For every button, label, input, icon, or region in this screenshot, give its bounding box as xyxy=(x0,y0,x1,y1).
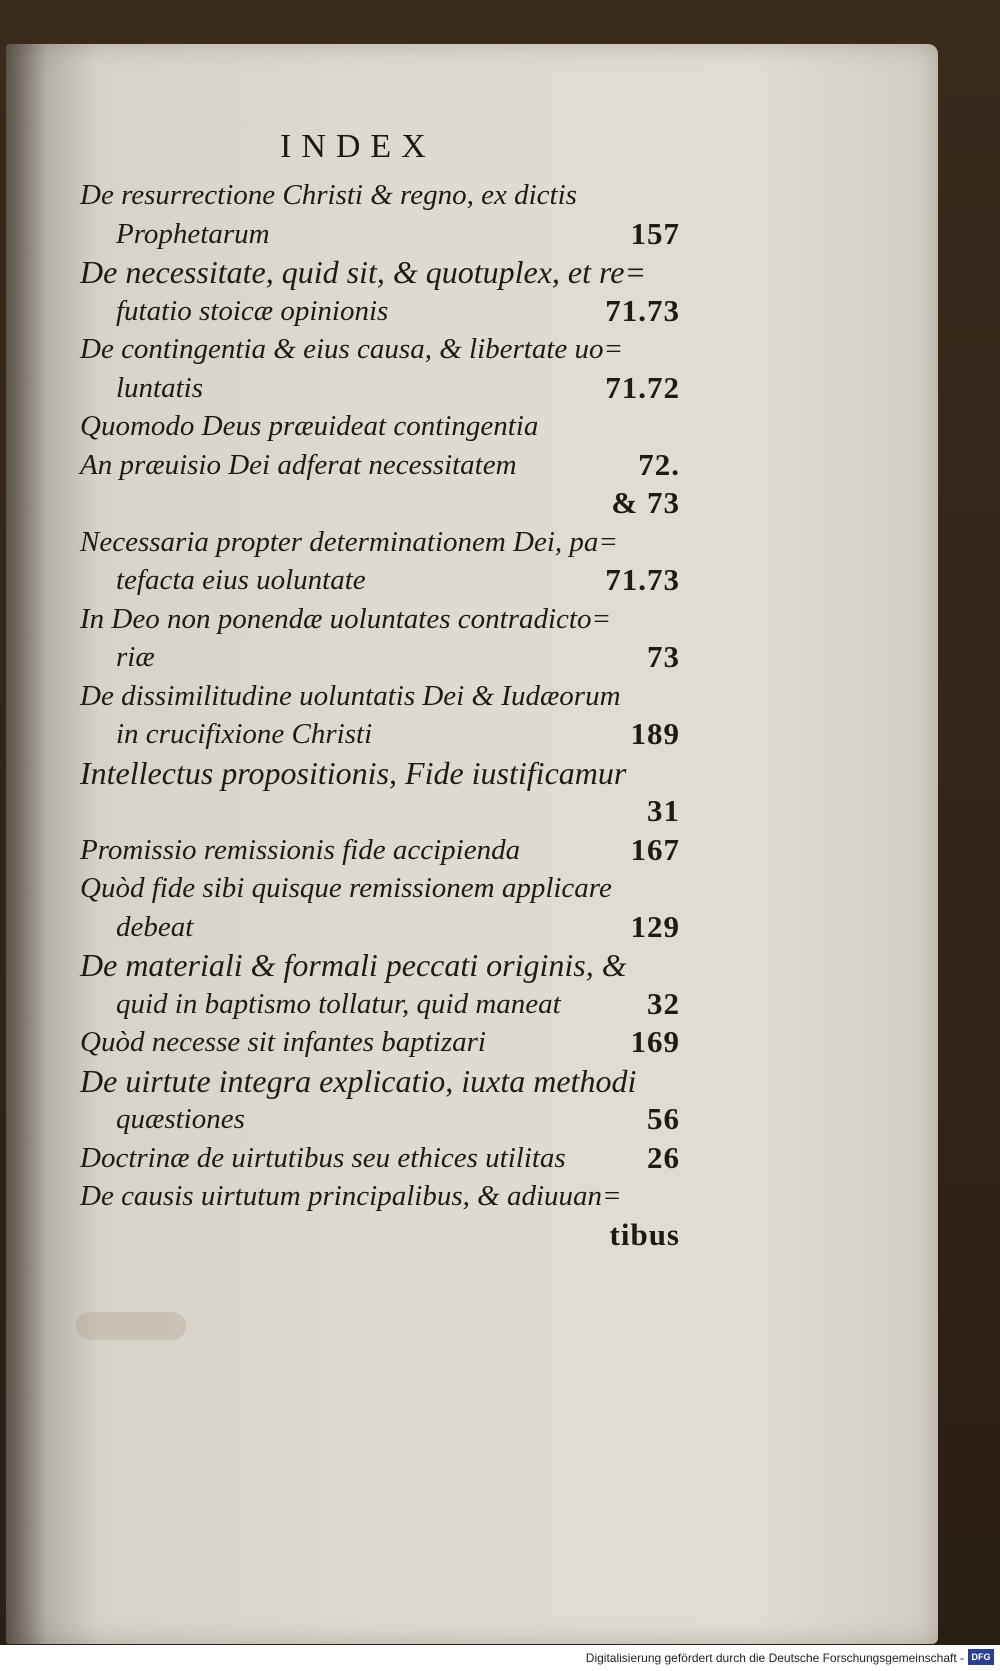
page-gutter-shadow xyxy=(6,44,46,1644)
entry-text: futatio stoicæ opinionis xyxy=(116,294,389,327)
entry-page-number: 169 xyxy=(630,1024,680,1059)
entry-page-number: 26 xyxy=(647,1139,680,1175)
index-line xyxy=(80,792,680,831)
entry-text: De necessitate, quid sit, & quotuplex, et re= xyxy=(80,254,647,290)
entry-page-number: tibus xyxy=(609,1216,680,1252)
entry-page-number: 157 xyxy=(630,215,680,251)
entry-text: quid in baptismo tollatur, quid maneat xyxy=(116,987,561,1020)
page-header: INDEX xyxy=(280,128,436,165)
entry-text: Quòd fide sibi quisque remissionem applicare xyxy=(80,872,612,904)
entry-page-number: 31 xyxy=(647,793,680,828)
entry-text: De resurrectione Christi & regno, ex dictis xyxy=(80,179,577,211)
entry-page-number: 189 xyxy=(630,716,680,751)
index-line xyxy=(80,523,680,562)
entry-page-number: 167 xyxy=(630,831,680,867)
index-line xyxy=(80,561,680,600)
index-line xyxy=(80,1216,680,1255)
index-line xyxy=(80,1023,680,1062)
index-line xyxy=(80,985,680,1024)
entry-text: De uirtute integra explicatio, iuxta methodi xyxy=(80,1062,637,1099)
index-line xyxy=(80,1062,680,1101)
index-line xyxy=(80,1100,680,1139)
footer-bar xyxy=(0,1645,1000,1671)
entry-text: In Deo non ponendæ uoluntates contradicto= xyxy=(80,602,612,635)
index-line xyxy=(80,677,680,716)
index-line xyxy=(80,1139,680,1178)
index-line xyxy=(80,484,680,523)
entry-text: quæstiones xyxy=(116,1103,245,1135)
entry-page-number: 71.73 xyxy=(605,562,680,597)
index-line xyxy=(80,869,680,908)
index-line xyxy=(80,176,680,215)
entry-text: De causis uirtutum principalibus, & adiuuan= xyxy=(80,1180,622,1212)
entry-page-number: 71.73 xyxy=(605,292,680,328)
index-line xyxy=(80,407,680,446)
footer-credit: Digitalisierung gefördert durch die Deutsche Forschungsgemeinschaft - xyxy=(585,1651,964,1665)
entry-text: Quòd necesse sit infantes baptizari xyxy=(80,1026,486,1058)
ink-smudge xyxy=(76,1312,186,1340)
index-line xyxy=(80,638,680,677)
entry-text: debeat xyxy=(116,910,194,943)
index-line xyxy=(80,330,680,369)
entry-text: riæ xyxy=(116,641,155,673)
entry-page-number: 129 xyxy=(630,908,680,944)
entry-text: in crucifixione Christi xyxy=(116,718,373,750)
entry-text: Necessaria propter determinationem Dei, pa= xyxy=(80,525,619,558)
entry-text: Intellectus propositionis, Fide iustificamur xyxy=(80,754,627,791)
entry-text: Prophetarum xyxy=(116,217,270,250)
index-line xyxy=(80,715,680,754)
index-line xyxy=(80,1177,680,1216)
entry-text: An præuisio Dei adferat necessitatem xyxy=(80,448,517,481)
index-line xyxy=(80,369,680,408)
entry-page-number: 71.72 xyxy=(605,369,680,405)
entry-page-number: 72. xyxy=(638,446,680,482)
index-line xyxy=(80,253,680,292)
entry-page-number: 73 xyxy=(647,639,680,674)
index-line xyxy=(80,600,680,639)
index-line xyxy=(80,215,680,254)
dfg-logo: DFG xyxy=(968,1649,994,1665)
entry-text: luntatis xyxy=(116,371,204,404)
entry-text: De contingentia & eius causa, & libertate uo= xyxy=(80,333,624,365)
entry-page-number: 56 xyxy=(647,1101,680,1136)
index-line xyxy=(80,946,680,985)
entry-text: Doctrinæ de uirtutibus seu ethices utilitas xyxy=(80,1141,566,1174)
entry-text: De dissimilitudine uoluntatis Dei & Iudæorum xyxy=(80,679,621,712)
index-line xyxy=(80,908,680,947)
entry-text: De materiali & formali peccati originis, & xyxy=(80,947,627,983)
index-line xyxy=(80,754,680,793)
index-line xyxy=(80,831,680,870)
index-line xyxy=(80,292,680,331)
entry-page-number: & 73 xyxy=(611,485,680,520)
entry-text: Quomodo Deus præuideat contingentia xyxy=(80,410,539,442)
entry-text: tefacta eius uoluntate xyxy=(116,564,366,596)
entry-page-number: 32 xyxy=(647,985,680,1021)
entry-text: Promissio remissionis fide accipienda xyxy=(80,833,521,866)
index-line xyxy=(80,446,680,485)
index-entries xyxy=(80,176,680,1254)
